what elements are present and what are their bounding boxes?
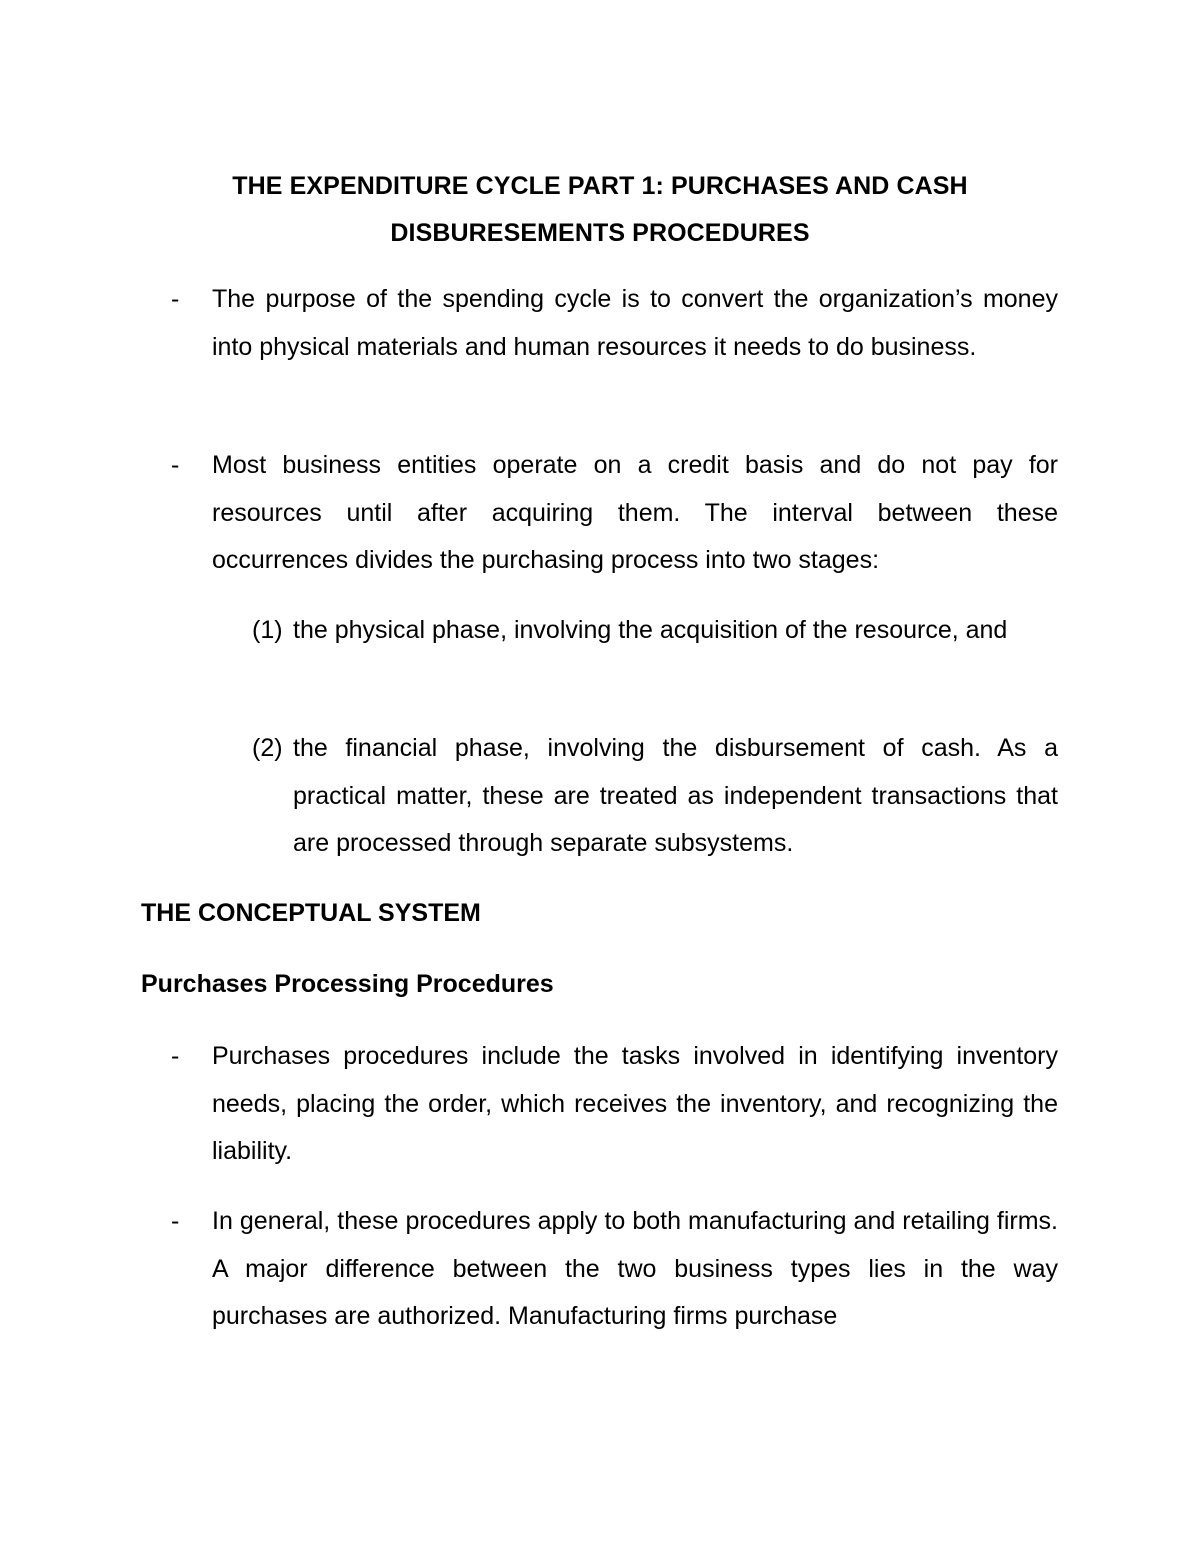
stage-text: the financial phase, involving the disbursement of cash. As a practical matter, these are treated as independent transactions that are processed through separate subsystems.	[293, 734, 1058, 857]
bullet-marker: -	[171, 285, 180, 313]
subsection-heading: Purchases Processing Procedures	[141, 970, 554, 998]
document-title	[140, 163, 1060, 257]
stage-item-physical-phase	[252, 607, 1058, 655]
bullet-marker: -	[171, 1042, 180, 1070]
bullet-item-spending-cycle-purpose	[171, 276, 1058, 371]
stage-marker: (1)	[252, 616, 283, 644]
title-line-1: THE EXPENDITURE CYCLE PART 1: PURCHASES AND CASH	[232, 172, 968, 200]
bullet-text: Most business entities operate on a credit basis and do not pay for resources until after acquiring them. The interval between these occurrences divides the purchasing process into two stages:	[212, 451, 1058, 574]
bullet-marker: -	[171, 1207, 180, 1235]
stage-item-financial-phase	[252, 725, 1058, 868]
stage-text: the physical phase, involving the acquisition of the resource, and	[293, 616, 1008, 644]
title-line-2: DISBURESEMENTS PROCEDURES	[390, 219, 810, 247]
bullet-text: In general, these procedures apply to both manufacturing and retailing firms. A major difference between the two business types lies in the way purchases are authorized. Manufacturing firms purchase	[212, 1207, 1058, 1330]
bullet-text: Purchases procedures include the tasks involved in identifying inventory needs, placing the order, which receives the inventory, and recognizing the liability.	[212, 1042, 1058, 1165]
bullet-item-credit-basis	[171, 442, 1058, 585]
bullet-item-purchases-procedures	[171, 1033, 1058, 1176]
bullet-marker: -	[171, 451, 180, 479]
bullet-text: The purpose of the spending cycle is to convert the organization’s money into physical materials and human resources it needs to do business.	[212, 285, 1058, 361]
bullet-item-manufacturing-retailing	[171, 1198, 1058, 1341]
section-heading: THE CONCEPTUAL SYSTEM	[141, 899, 481, 927]
stage-marker: (2)	[252, 734, 283, 762]
